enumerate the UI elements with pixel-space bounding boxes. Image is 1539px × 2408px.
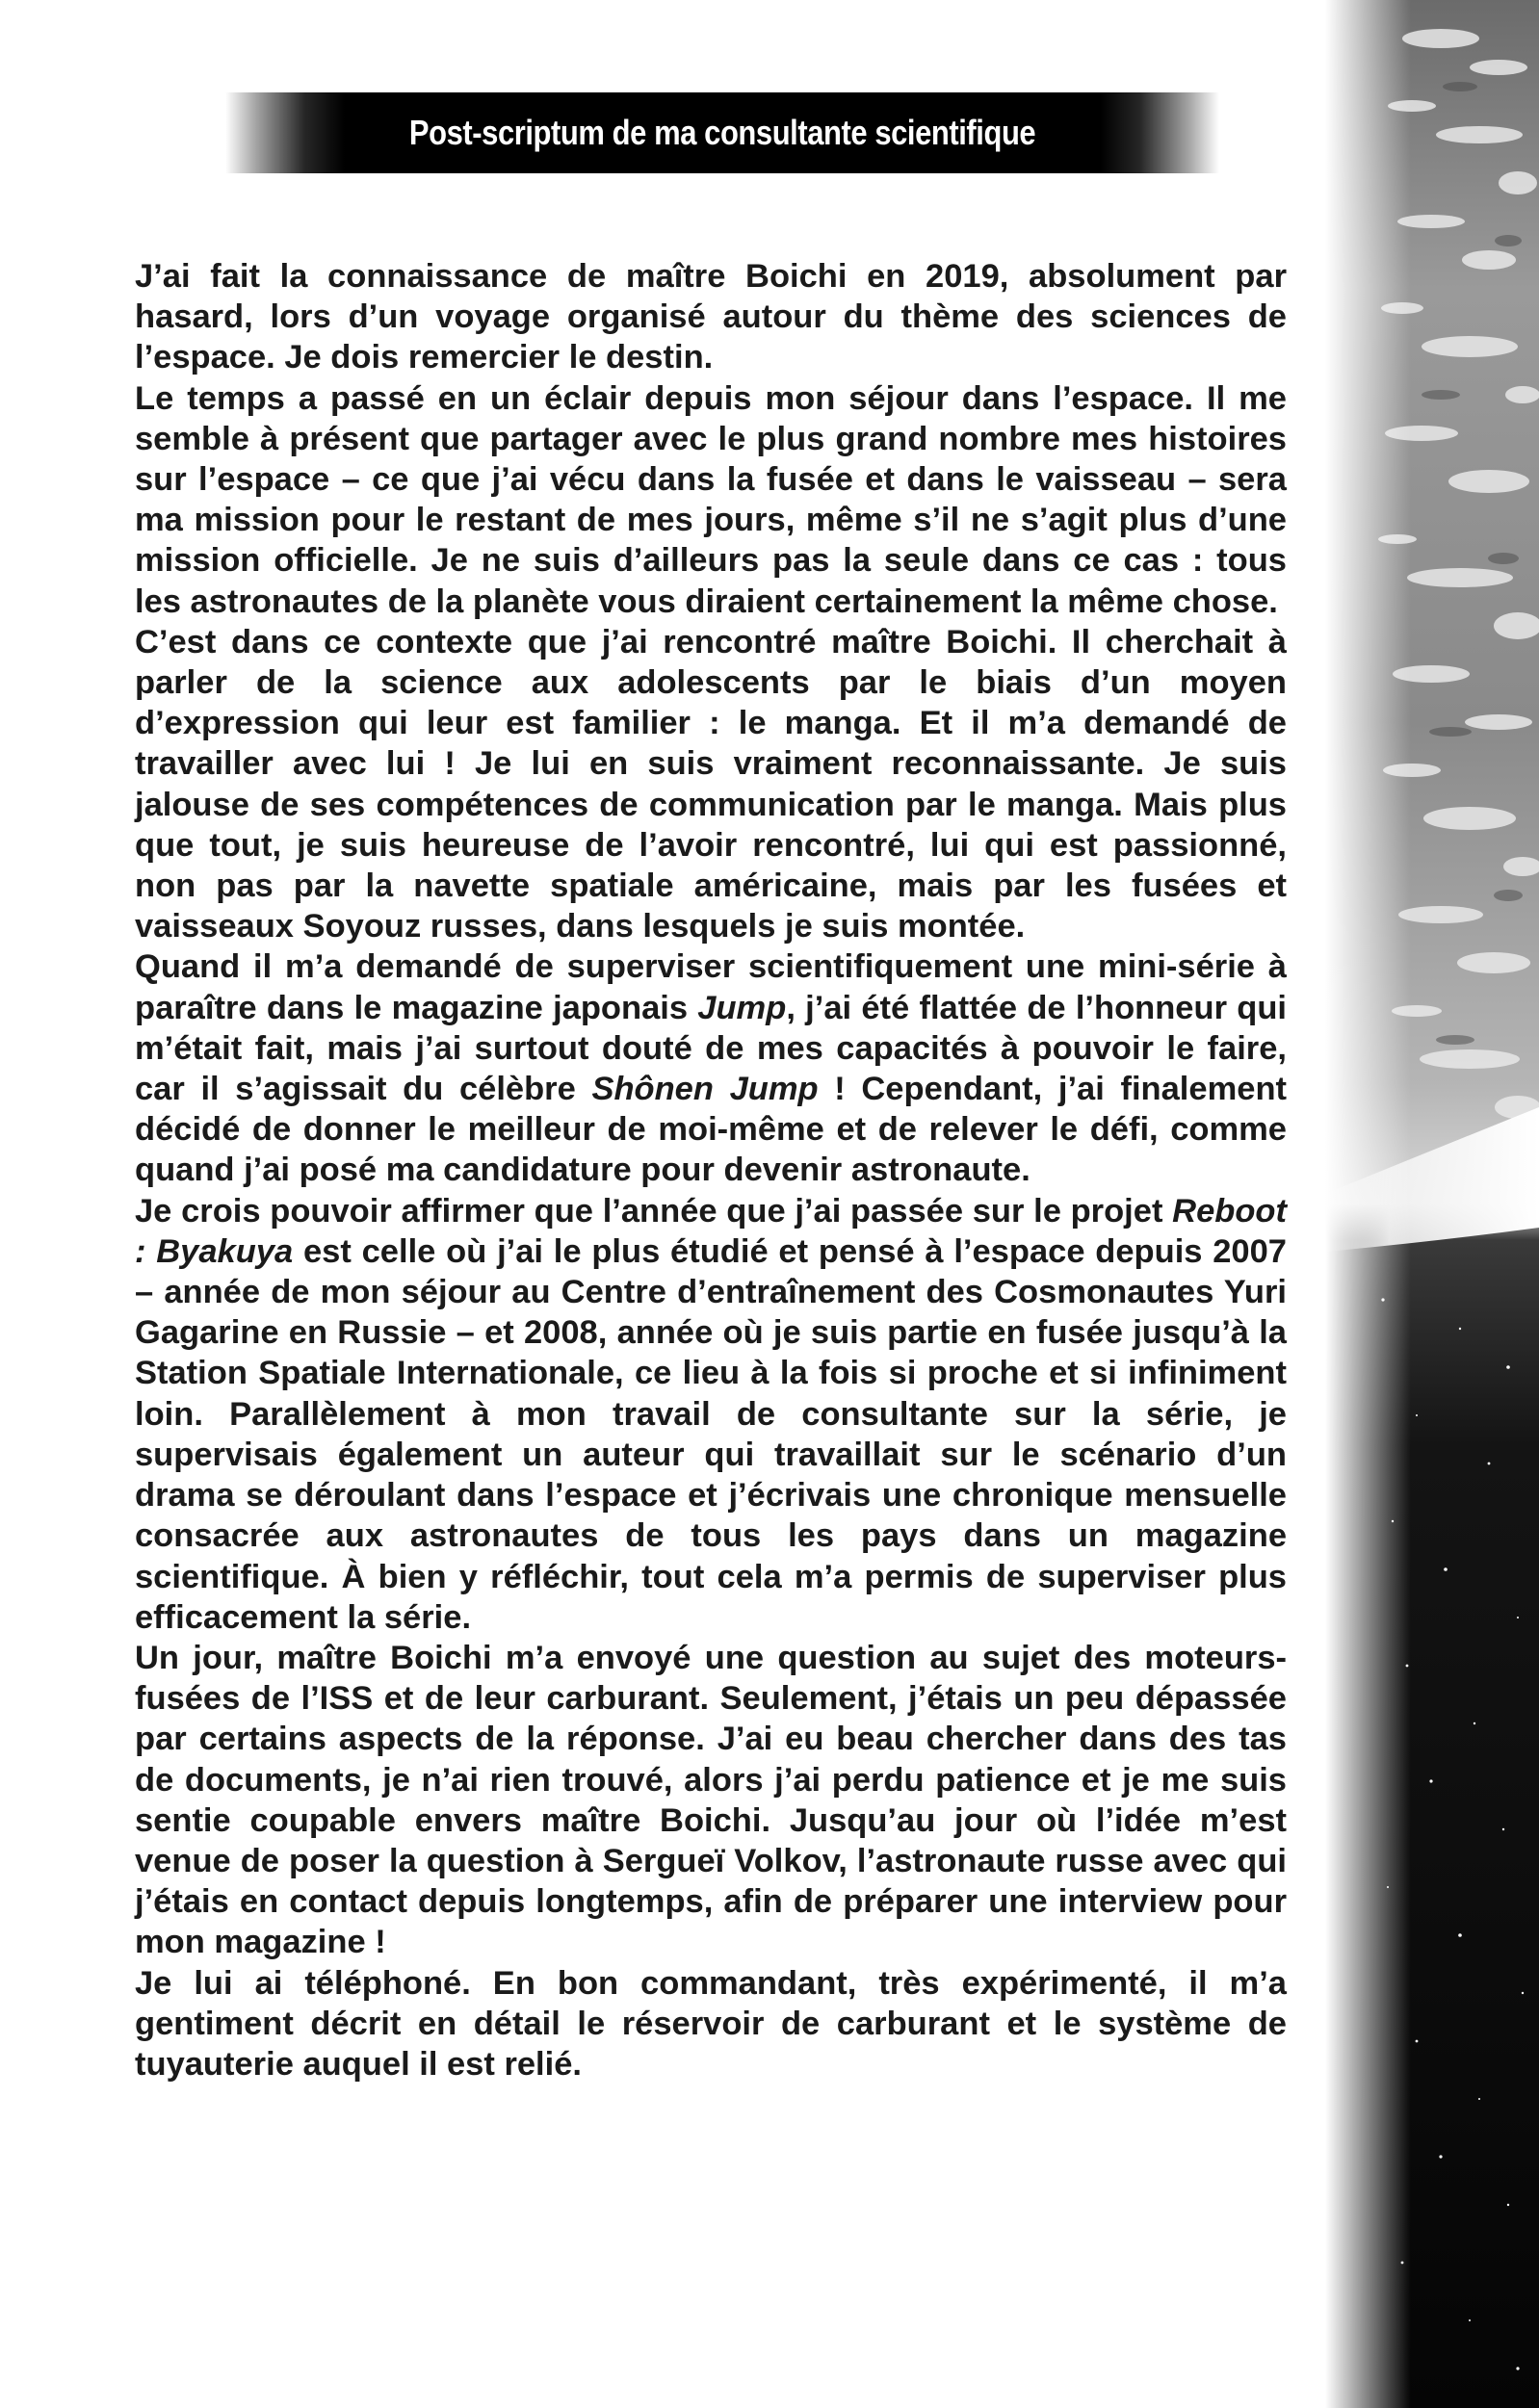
series-title: Reboot : Byakuya bbox=[135, 1192, 1287, 1270]
paragraph-text: , j’ai été flattée de l’honneur qui m’était fait, mais j’ai surtout douté de mes capacités à pouvoir le faire, car il s’agissait du célèbre bbox=[135, 989, 1287, 1108]
paragraph-text: J’ai fait la connaissance de maître Boichi en 2019, absolument par hasard, lors d’un voyage organisé autour du thème des sciences de l’espace. Je dois remercier le destin. bbox=[135, 258, 1287, 376]
title-banner bbox=[225, 92, 1219, 173]
paragraph-4 bbox=[135, 946, 1287, 1190]
paragraph-7 bbox=[135, 1963, 1287, 2085]
paragraph-1 bbox=[135, 256, 1287, 378]
paragraph-text: Le temps a passé en un éclair depuis mon séjour dans l’espace. Il me semble à présent que partager avec le plus grand nombre mes histoires sur l’espace – ce que j’ai vécu dans la fusée et dans le vaisseau – sera ma mission pour le restant de mes jours, même s’il ne s’agit plus d’une mission officielle. Je ne suis d’ailleurs pas la seule dans ce cas : tous les astronautes de la planète vous diraient certainement la même chose. bbox=[135, 379, 1287, 620]
paragraph-text: Quand il m’a demandé de superviser scientifiquement une mini-série à paraître dans le magazine japonais bbox=[135, 948, 1287, 1026]
page-title: Post-scriptum de ma consultante scientifique bbox=[408, 113, 1036, 152]
paragraph-2 bbox=[135, 378, 1287, 622]
paragraph-5 bbox=[135, 1191, 1287, 1638]
earth-from-space-photo bbox=[1325, 0, 1539, 2408]
body-text bbox=[135, 256, 1287, 2084]
paragraph-text: Je crois pouvoir affirmer que l’année que j’ai passée sur le projet bbox=[135, 1192, 1173, 1230]
paragraph-text: C’est dans ce contexte que j’ai rencontré maître Boichi. Il cherchait à parler de la science aux adolescents par le biais d’un moyen d’expression qui leur est familier : le manga. Et il m’a demandé de travailler avec lui ! Je lui en suis vraiment reconnaissante. Je suis jalouse de ses compétences de communication par le manga. Mais plus que tout, je suis heureuse de l’avoir rencontré, lui qui est passionné, non pas par la navette spatiale américaine, mais par les fusées et vaisseaux Soyouz russes, dans lesquels je suis montée. bbox=[135, 623, 1287, 945]
paragraph-6 bbox=[135, 1638, 1287, 1963]
magazine-title: Shônen Jump bbox=[591, 1071, 819, 1108]
paragraph-text: Je lui ai téléphoné. En bon commandant, très expérimenté, il m’a gentiment décrit en détail le réservoir de carburant et le système de tuyauterie auquel il est relié. bbox=[135, 1964, 1287, 2083]
paragraph-text: ! Cependant, j’ai finalement décidé de donner le meilleur de moi-même et de relever le défi, comme quand j’ai posé ma candidature pour devenir astronaute. bbox=[135, 1071, 1288, 1189]
paragraph-3 bbox=[135, 622, 1287, 947]
paragraph-text: Un jour, maître Boichi m’a envoyé une question au sujet des moteurs-fusées de l’ISS et de leur carburant. Seulement, j’étais un peu dépassée par certains aspects de la réponse. J’ai eu beau chercher dans des tas de documents, je n’ai rien trouvé, alors j’ai perdu patience et je me suis sentie coupable envers maître Boichi. Jusqu’au jour où l’idée m’est venue de poser la question à Sergueï Volkov, l’astronaute russe avec qui j’étais en contact depuis longtemps, afin de préparer une interview pour mon magazine ! bbox=[135, 1639, 1287, 1961]
magazine-title: Jump bbox=[697, 989, 787, 1026]
paragraph-text: est celle où j’ai le plus étudié et pensé à l’espace depuis 2007 – année de mon séjour au Centre d’entraînement des Cosmonautes Yuri Gagarine en Russie – et 2008, année où je suis partie en fusée jusqu’à la Station Spatiale Internationale, ce lieu à la fois si proche et si infiniment loin. Parallèlement à mon travail de consultante sur la série, je supervisais également un auteur qui travaillait sur le scénario d’un drama se déroulant dans l’espace et j’écrivais une chronique mensuelle consacrée aux astronautes de tous les pays dans un magazine scientifique. À bien y réfléchir, tout cela m’a permis de superviser plus efficacement la série. bbox=[135, 1232, 1287, 1636]
